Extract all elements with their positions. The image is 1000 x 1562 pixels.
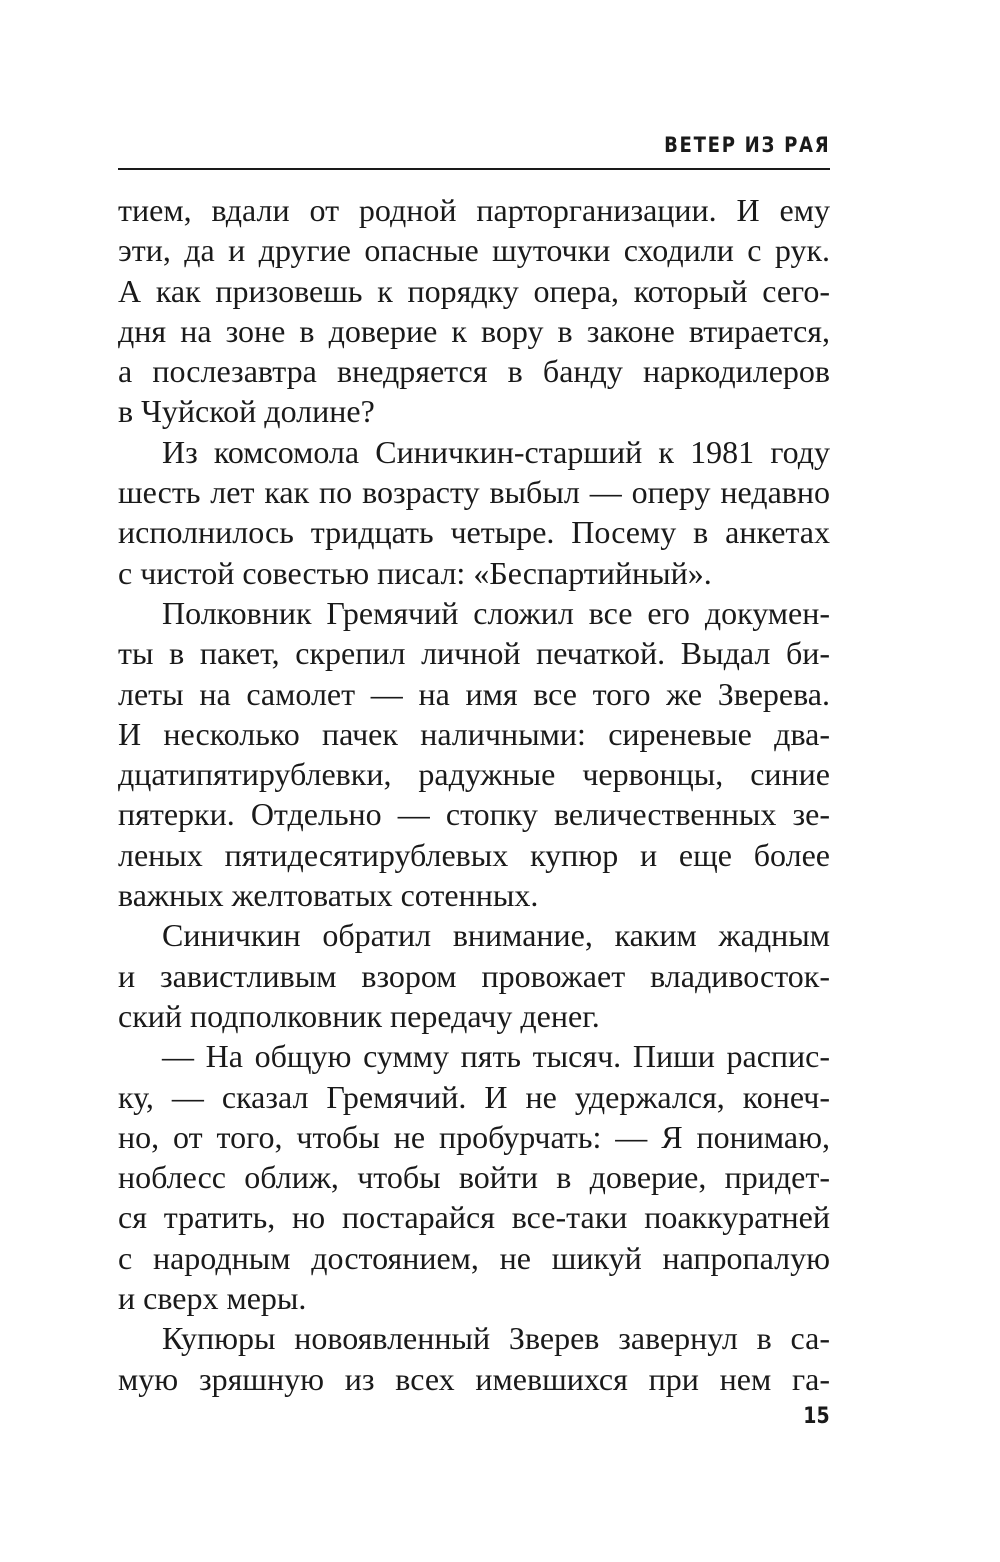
text-line: Синичкин обратил внимание, каким жадным <box>162 917 830 954</box>
text-line: и сверх меры. <box>118 1280 307 1317</box>
text-line: Из комсомола Синичкин-старший к 1981 году <box>162 433 830 470</box>
text-line: ноблесс оближ, чтобы войти в доверие, придет- <box>118 1159 830 1196</box>
text-line: ский подполковник передачу денег. <box>118 997 600 1034</box>
text-line: дня на зоне в доверие к вору в законе втирается, <box>118 312 830 349</box>
text-line: шесть лет как по возрасту выбыл — оперу недавно <box>118 474 830 511</box>
text-line: с народным достоянием, не шикуй напропалую <box>118 1239 830 1276</box>
text-line: И несколько пачек наличными: сиреневые два- <box>118 715 830 752</box>
text-line: эти, да и другие опасные шуточки сходили с рук. <box>118 232 830 269</box>
running-title: ВЕТЕР ИЗ РАЯ <box>663 133 830 157</box>
text-line: леты на самолет — на имя все того же Зверева. <box>118 675 830 712</box>
text-line: с чистой совестью писал: «Беспартийный». <box>118 554 712 591</box>
page-number: 15 <box>803 1404 830 1429</box>
text-line: дцатипятирублевки, радужные червонцы, синие <box>118 756 830 793</box>
text-line: важных желтоватых сотенных. <box>118 877 539 914</box>
text-line: ся тратить, но постарайся все-таки поаккуратней <box>118 1199 830 1236</box>
text-body <box>118 190 830 1399</box>
text-line: а послезавтра внедряется в банду наркодилеров <box>118 353 830 390</box>
paragraph <box>118 1318 830 1399</box>
text-line: Полковник Гремячий сложил все его докумен- <box>162 594 830 631</box>
text-line: мую зряшную из всех имевшихся при нем га- <box>118 1360 830 1397</box>
text-line: ку, — сказал Гремячий. И не удержался, конеч- <box>118 1078 830 1115</box>
text-line: А как призовешь к порядку опера, который сего- <box>118 272 830 309</box>
paragraph <box>118 1036 830 1318</box>
text-line: тием, вдали от родной парторганизации. И ему <box>118 192 830 228</box>
paragraph <box>118 190 830 432</box>
text-line: леных пятидесятирублевых купюр и еще более <box>118 836 830 873</box>
paragraph <box>118 915 830 1036</box>
paragraph <box>118 432 830 593</box>
text-line: ты в пакет, скрепил личной печаткой. Выдал би- <box>118 635 830 672</box>
text-line: но, от того, чтобы не пробурчать: — Я понимаю, <box>118 1118 830 1155</box>
text-line: исполнилось тридцать четыре. Посему в анкетах <box>118 514 830 551</box>
text-line: в Чуйской долине? <box>118 393 375 430</box>
text-line: — На общую сумму пять тысяч. Пиши распис- <box>162 1038 830 1075</box>
paragraph <box>118 593 830 915</box>
text-line: и завистливым взором провожает владивосток- <box>118 957 830 994</box>
text-line: Купюры новоявленный Зверев завернул в са- <box>162 1320 830 1357</box>
text-line: пятерки. Отдельно — стопку величественных зе- <box>118 796 830 833</box>
running-header <box>118 132 830 170</box>
